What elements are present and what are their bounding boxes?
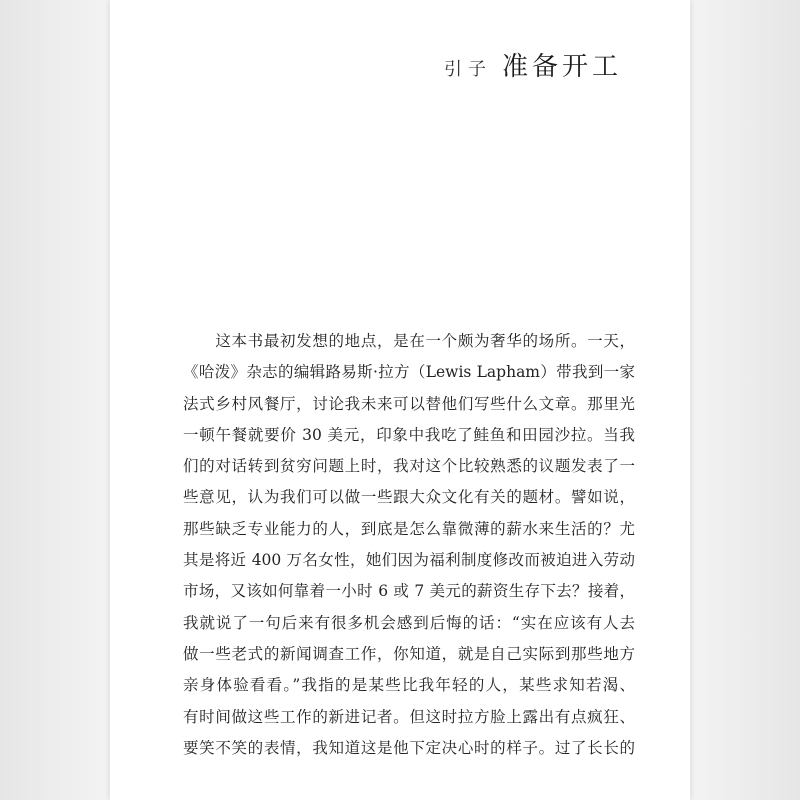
text-line: 一顿午餐就要价 30 美元，印象中我吃了鲑鱼和田园沙拉。当我: [183, 425, 635, 444]
text-line: 些意见，认为我们可以做一些跟大众文化有关的题材。譬如说，: [183, 488, 635, 507]
chapter-heading: [444, 46, 622, 83]
text-line: 那些缺乏专业能力的人，到底是怎么靠微薄的薪水来生活的？尤: [183, 519, 635, 538]
body-text: [183, 326, 635, 764]
text-line: 这本书最初发想的地点，是在一个颇为奢华的场所。一天，: [183, 332, 635, 350]
book-page: [110, 0, 690, 800]
text-line: 市场，又该如何靠着一小时 6 或 7 美元的薪资生存下去？接着，: [183, 582, 635, 601]
text-line: 做一些老式的新闻调查工作，你知道，就是自己实际到那些地方: [183, 644, 635, 663]
text-line: 要笑不笑的表情，我知道这是他下定决心时的样子。过了长长的: [183, 738, 635, 757]
text-line: 亲身体验看看。”我指的是某些比我年轻的人，某些求知若渴、: [183, 676, 635, 695]
text-line: 其是将近 400 万名女性，她们因为福利制度修改而被迫进入劳动: [183, 551, 635, 570]
text-line: 有时间做这些工作的新进记者。但这时拉方脸上露出有点疯狂、: [183, 707, 635, 726]
chapter-label: 引子: [443, 59, 492, 80]
text-line: 们的对话转到贫穷问题上时，我对这个比较熟悉的议题发表了一: [183, 457, 635, 476]
text-line: 我就说了一句后来有很多机会感到后悔的话：“实在应该有人去: [183, 613, 635, 632]
text-line: 法式乡村风餐厅，讨论我未来可以替他们写些什么文章。那里光: [183, 394, 635, 413]
text-line: 《哈泼》杂志的编辑路易斯·拉方（Lewis Lapham）带我到一家: [183, 363, 635, 382]
chapter-title: 准备开工: [501, 52, 622, 82]
